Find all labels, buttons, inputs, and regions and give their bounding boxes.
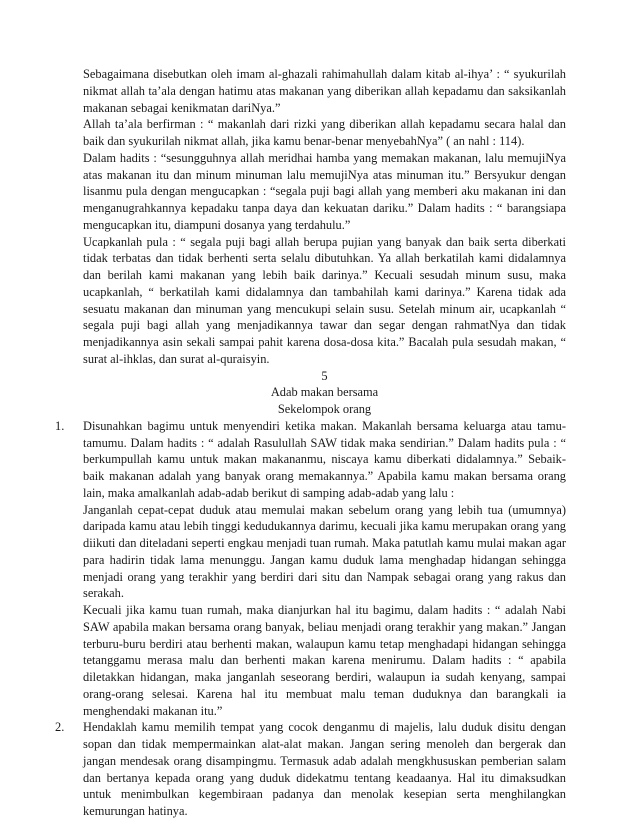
- list-item: [55, 418, 566, 720]
- list-item: [55, 719, 566, 820]
- list-item-paragraph: Hendaklah kamu memilih tempat yang cocok denganmu di majelis, lalu duduk disitu dengan sopan dan tidak mempermainkan alat-alat makan. Jangan sering menoleh dan bergerak dan jangan mendesak orang disampingmu. Termasuk adab adalah mengkhususkan pemberian salam dan bertanya kepada orang yang duduk didekatmu tentang keadaanya. Hal itu dimaksudkan untuk menimbulkan kegembiraan padanya dan menolak kesepian serta menghilangkan kemurungan hatinya.: [83, 720, 566, 818]
- section-heading: [83, 368, 566, 418]
- intro-paragraph: Sebagaimana disebutkan oleh imam al-ghazali rahimahullah dalam kitab al-ihya’ : “ syukurilah nikmat allah ta’ala dengan hatimu atas makanan yang diberikan allah kepadamu dan saksikanlah makanan sebagai kenikmatan dariNya.”: [83, 67, 566, 115]
- list-item-number: 1.: [55, 418, 65, 433]
- intro-paragraph: Allah ta’ala berfirman : “ makanlah dari rizki yang diberikan allah kepadamu secara halal dan baik dan syukurilah nikmat allah, jika kamu benar-benar menyebahNya” ( an nahl : 114).: [83, 117, 566, 148]
- section-title: Adab makan bersama: [270, 385, 379, 400]
- intro-paragraph: Dalam hadits : “sesungguhnya allah meridhai hamba yang memakan makanan, lalu memujiNya atas makanan itu dan minum minuman lalu memujiNya atas minuman itu.” Bersyukur dengan lisanmu pula dengan mengucapkan : “segala puji bagi allah yang memberi aku makanan ini dan menganugrahkannya kepadaku tanpa daya dan kekuatan dariku.” Dalam hadits : “ barangsiapa mengucapkan itu, diampuni dosanya yang terdahulu.”: [83, 150, 566, 232]
- list-item-paragraph: Kecuali jika kamu tuan rumah, maka dianjurkan hal itu bagimu, dalam hadits : “ adalah Nabi SAW apabila makan bersama orang banyak, beliau menjadi orang terakhir yang makan.” Jangan terburu-buru berdiri atau berhenti makan, walaupun kamu tetap menghadapi hidangan sehingga tetanggamu merasa malu dan berhenti makan karena menirumu. Dalam hadits : “ apabila diletakkan hidangan, maka janganlah seseorang berdiri, walaupun ia sudah kenyang, sampai orang-orang selesai. Karena hal itu membuat malu teman duduknya dan barangkali ia menghendaki makanan itu.”: [83, 603, 566, 718]
- list-item-paragraph: Janganlah cepat-cepat duduk atau memulai makan sebelum orang yang lebih tua (umumnya) daripada kamu atau lebih tinggi kedudukannya darimu, kecuali jika kamu merupakan orang yang diikuti dan diteladani seperti engkau menjadi tuan rumah. Maka patutlah kamu mulai makan agar para hadirin tidak lama menunggu. Jangan kamu duduk lama menghadap hidangan sehingga menjadi orang yang terakhir yang berdiri dari situ dan Nampak sebagai orang yang rakus dan serakah.: [83, 502, 566, 601]
- section-subtitle: Sekelompok orang: [277, 402, 372, 416]
- list-item-number: 2.: [55, 720, 65, 735]
- numbered-list: [55, 418, 566, 820]
- text-column: [55, 66, 566, 820]
- list-item-paragraph: Disunahkan bagimu untuk menyendiri ketika makan. Makanlah bersama keluarga atau tamu-tamumu. Dalam hadits : “ adalah Rasulullah SAW tidak maka sendirian.” Dalam hadits pula : “ berkumpullah kamu untuk makan makananmu, niscaya kamu diberkati didalamnya.” Sebaik-baik makanan adalah yang banyak orang memakannya.” Apabila kamu makan bersama orang lain, maka amalkanlah adab-adab berikut di samping adab-adab yang lalu :: [83, 418, 566, 500]
- section-number: 5: [321, 368, 328, 383]
- intro-paragraph: Ucapkanlah pula : “ segala puji bagi allah berupa pujian yang banyak dan baik serta diberkati tidak terbatas dan tidak berhenti serta selalu dibutuhkan. Ya allah berkatilah kami didalamnya dan berilah kami makanan yang lebih baik darinya.” Kecuali sesudah minum susu, maka ucapkanlah, “ berkatilah kami didalamnya dan tambahilah kami darinya.” Karena tidak ada sesuatu makanan dan minuman yang mencukupi selain susu. Setelah minum air, ucapkanlah “ segala puji bagi allah yang menjadikannya tawar dan segar dengan rahmatNya dan tidak menjadikannya asin sekali sampai pahit karena dosa-dosa kita.” Bacalah pula sesudah makan, “ surat al-ihklas, dan surat al-quraisyin.: [83, 234, 566, 366]
